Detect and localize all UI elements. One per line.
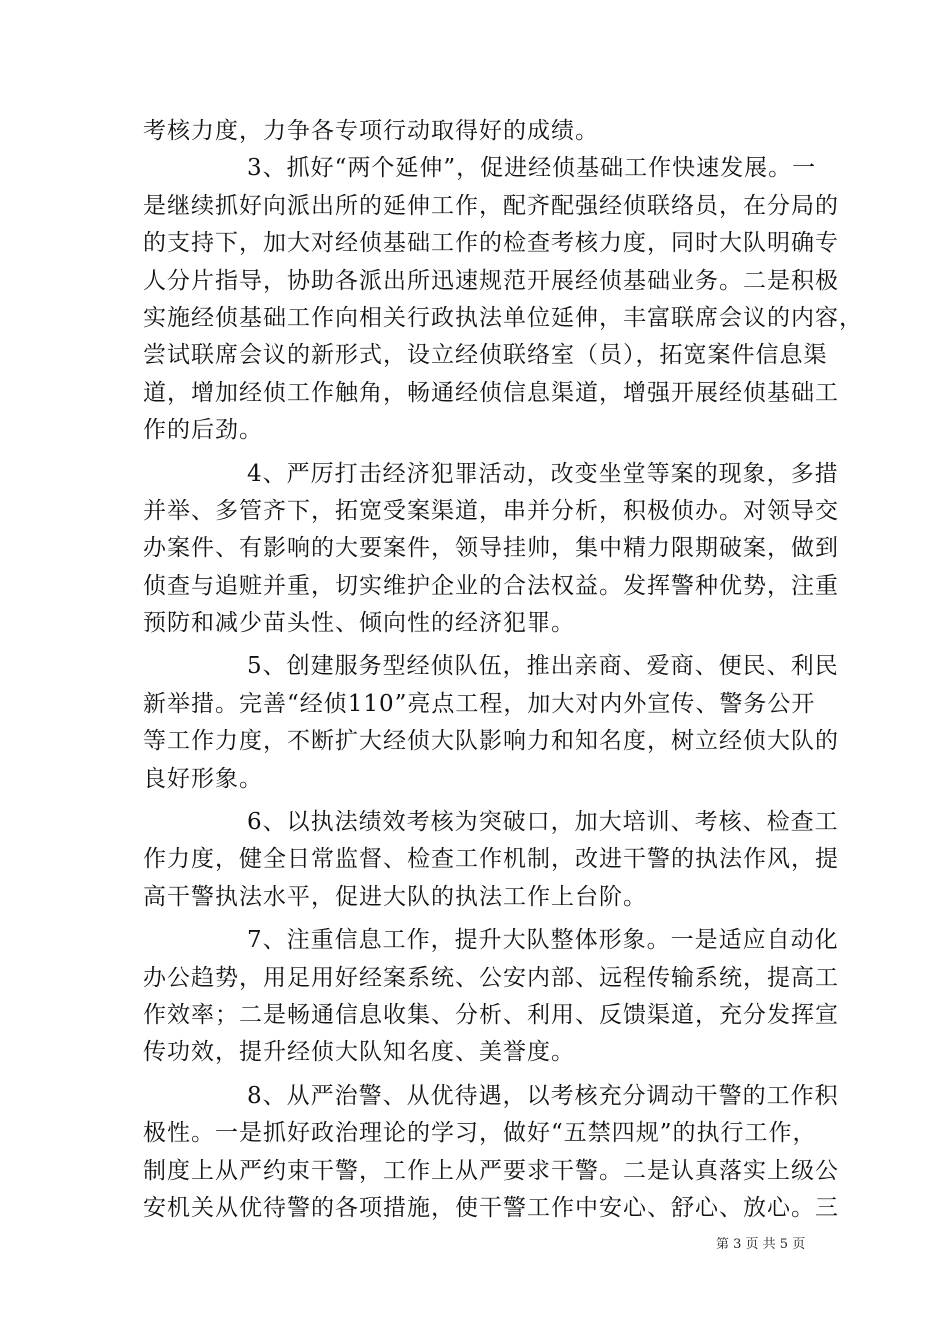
text-line: 作的后劲。 (143, 417, 263, 444)
text-line: 办案件、有影响的大要案件，领导挂帅，集中精力限期破案，做到 (143, 535, 839, 562)
text-line: 极性。一是抓好政治理论的学习，做好“五禁四规”的执行工作， (143, 1120, 817, 1147)
text-line: 侦查与追赃并重，切实维护企业的合法权益。发挥警种优势，注重 (143, 572, 839, 599)
paragraph-6-start: 6、以执法绩效考核为突破口，加大培训、考核、检查工 (247, 809, 839, 836)
text-line: 安机关从优待警的各项措施，使干警工作中安心、舒心、放心。三 (143, 1194, 839, 1221)
text-line: 预防和减少苗头性、倾向性的经济犯罪。 (143, 610, 575, 637)
text-line: 并举、多管齐下，拓宽受案渠道，串并分析，积极侦办。对领导交 (143, 497, 839, 524)
text-line: 制度上从严约束干警，工作上从严要求干警。二是认真落实上级公 (143, 1157, 839, 1184)
paragraph-3-start: 3、抓好“两个延伸”，促进经侦基础工作快速发展。一 (247, 155, 817, 182)
paragraph-8-start: 8、从严治警、从优待遇，以考核充分调动干警的工作积 (247, 1082, 839, 1109)
text-line: 良好形象。 (143, 765, 263, 792)
text-line: 实施经侦基础工作向相关行政执法单位延伸，丰富联席会议的内容， (143, 304, 863, 331)
text-line: 作效率；二是畅通信息收集、分析、利用、反馈渠道，充分发挥宣 (143, 1001, 839, 1028)
text-line: 是继续抓好向派出所的延伸工作，配齐配强经侦联络员，在分局的 (143, 192, 839, 219)
text-line: 的支持下，加大对经侦基础工作的检查考核力度，同时大队明确专 (143, 230, 839, 257)
paragraph-4-start: 4、严厉打击经济犯罪活动，改变坐堂等案的现象，多措 (247, 460, 839, 487)
paragraph-7-start: 7、注重信息工作，提升大队整体形象。一是适应自动化 (247, 927, 839, 954)
paragraph-5-start: 5、创建服务型经侦队伍，推出亲商、爱商、便民、利民 (247, 653, 839, 680)
text-line: 作力度，健全日常监督、检查工作机制，改进干警的执法作风，提 (143, 846, 839, 873)
text-line: 等工作力度，不断扩大经侦大队影响力和知名度，树立经侦大队的 (143, 728, 839, 755)
page-number-footer: 第 3 页 共 5 页 (716, 1237, 806, 1252)
text-line: 新举措。完善“经侦110”亮点工程，加大对内外宣传、警务公开 (143, 690, 816, 717)
text-line: 传功效，提升经侦大队知名度、美誉度。 (143, 1039, 575, 1066)
text-line: 人分片指导，协助各派出所迅速规范开展经侦基础业务。二是积极 (143, 267, 839, 294)
text-line: 办公趋势，用足用好经案系统、公安内部、远程传输系统，提高工 (143, 964, 839, 991)
text-line: 尝试联席会议的新形式，设立经侦联络室（员），拓宽案件信息渠 (143, 342, 828, 369)
text-line: 道，增加经侦工作触角，畅通经侦信息渠道，增强开展经侦基础工 (143, 379, 839, 406)
body-text (143, 113, 863, 1227)
text-line: 高干警执法水平，促进大队的执法工作上台阶。 (143, 883, 647, 910)
text-line: 考核力度，力争各专项行动取得好的成绩。 (143, 118, 599, 144)
